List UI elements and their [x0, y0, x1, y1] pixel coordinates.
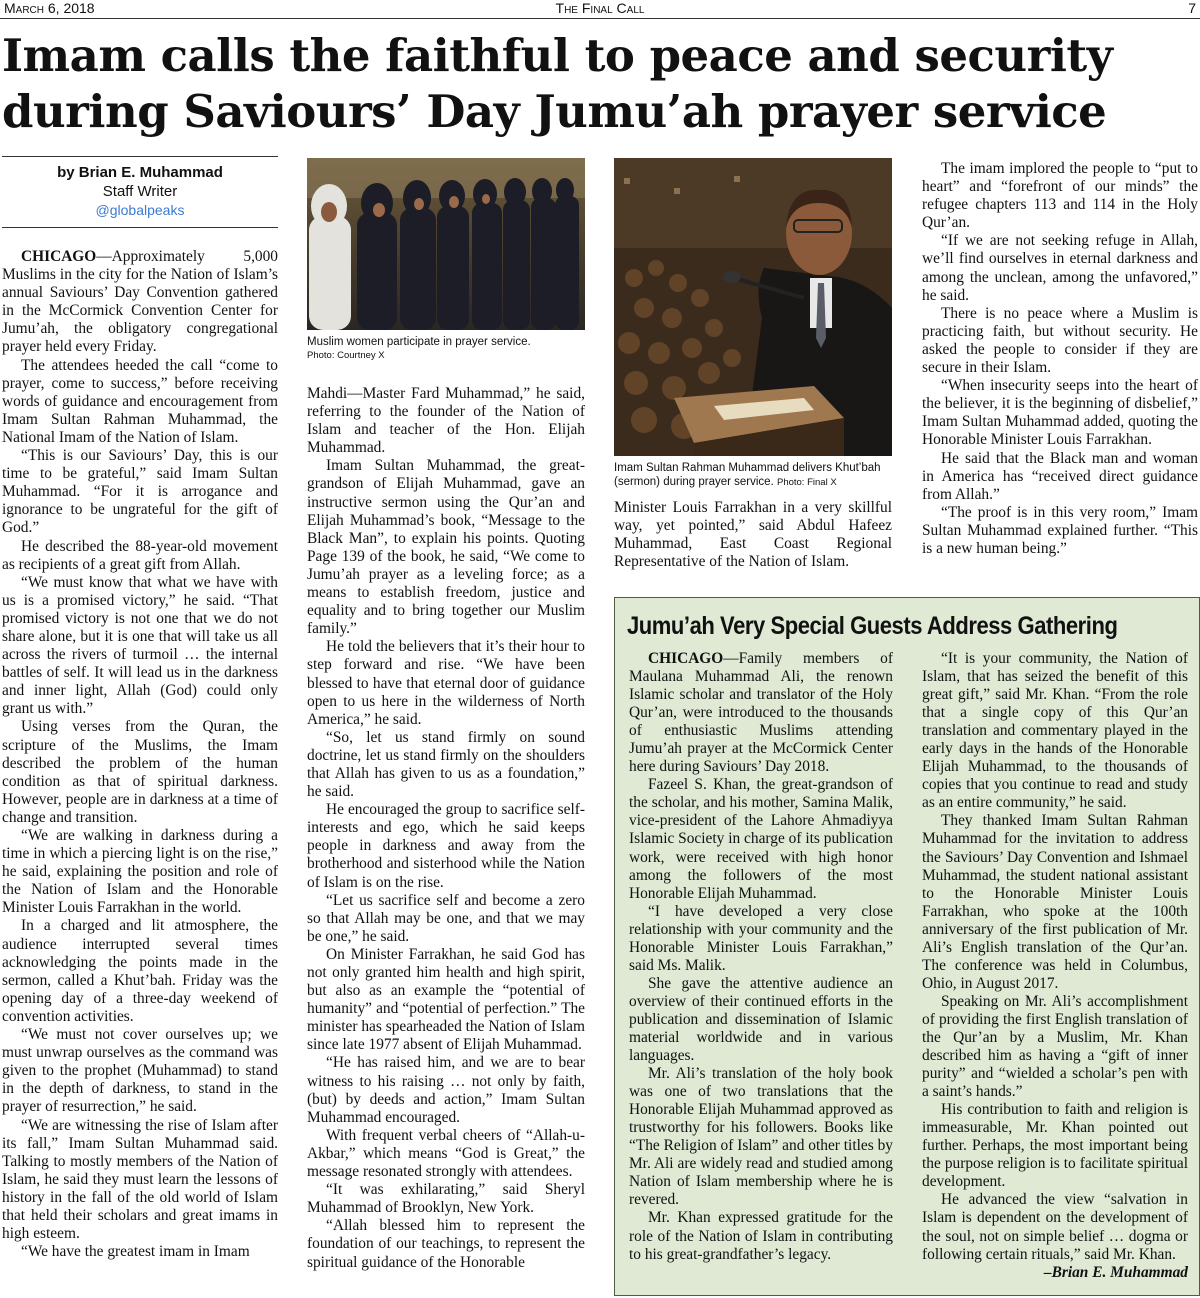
article-paragraph: “We are witnessing the rise of Islam after its fall,” Imam Sultan Muhammad said. Talking to mostly members of the Nation of Islam, he said they must learn the lessons of history in the fall of the old world of Islam that held their scholars and great imams in high esteem. — [2, 1116, 278, 1243]
imam-podium-image — [614, 158, 892, 456]
article-paragraph: “So, let us stand firmly on sound doctrine, let us stand firmly on the shoulders that Allah has given to us as a foundation,” he said. — [307, 728, 585, 801]
sidebar-signoff: –Brian E. Muhammad — [1043, 1263, 1188, 1281]
article-paragraph: “We have the greatest imam in Imam — [21, 1243, 250, 1261]
sidebar-paragraph: “It is your community, the Nation of Islam, that has seized the benefit of this great gift,” said Mr. Khan. “From the role that a single copy of this Qur’an translation and commentary played in the early days in the hands of the Honorable Elijah Muhammad, to the thousands of copies that you continue to read and study as an entire community,” he said. — [922, 650, 1188, 812]
dateline: CHICAGO — [21, 248, 97, 265]
sidebar-title: Jumu’ah Very Special Guests Address Gathering — [627, 612, 1118, 640]
article-paragraph: “It was exhilarating,” said Sheryl Muhammad of Brooklyn, New York. — [307, 1181, 585, 1217]
author-handle[interactable]: @globalpeaks — [95, 202, 185, 218]
article-paragraph: He told the believers that it’s their hour to step forward and rise. “We have been blessed to have that eternal door of guidance open to us here in the wilderness of North America,” he said. — [307, 638, 585, 728]
author-title: Staff Writer — [102, 183, 178, 200]
article-paragraph: “The proof is in this very room,” Imam Sultan Muhammad explained further. “This is a new human being.” — [922, 503, 1198, 557]
sidebar-story — [614, 597, 1200, 1296]
article-paragraph: —Approximately 5,000 Muslims in the city for the Nation of Islam’s annual Saviours’ Day Convention gathered in the McCormick Convention Center for Jumu’ah, the obligatory congregational prayer held every Friday. — [2, 248, 278, 356]
article-paragraph: “We must not cover ourselves up; we must unwrap ourselves as the command was given to the prophet (Muhammad) to stand in the depth of darkness, to stand in the prayer of resurrection,” he said. — [2, 1026, 278, 1116]
sidebar-paragraph: Fazeel S. Khan, the great-grandson of the scholar, and his mother, Samina Malik, vice-president of the Lahore Ahmadiyya Islamic Society in charge of its publication work, were received with high honor among the followers of the most Honorable Elijah Muhammad. — [629, 776, 893, 902]
article-column-2 — [307, 385, 585, 1272]
article-paragraph: “We are walking in darkness during a time in which a piercing light is on the rise,” he said, explaining the position and role of the Nation of Islam and the Honorable Minister Louis Farrakhan in the world. — [2, 827, 278, 917]
article-paragraph: “We must know that what we have with us is a promised victory,” he said. “That promised victory is not one that we do not share alone, but it is one that will take us all across the rivers of turmoil … the internal battles of self. It will lead us in the darkness and inner light, Allah (God) could only grant us with.” — [2, 573, 278, 718]
sidebar-paragraph: Mr. Ali’s translation of the holy book was one of two translations that the Honorable Elijah Muhammad approved as trustworthy for his followers. Books like “The Religion of Islam” and other titles by Mr. Ali are widely read and studied among Nation of Islam membership where he is revered. — [629, 1065, 893, 1209]
article-paragraph: The imam implored the people to “put to heart” and “forefront of our minds” the refugee chapters 113 and 114 in the Holy Qur’an. — [922, 160, 1198, 232]
article-paragraph: He described the 88-year-old movement as recipients of a great gift from Allah. — [2, 537, 278, 573]
article-paragraph: “When insecurity seeps into the heart of the believer, it is the beginning of disbelief,” Imam Sultan Muhammad added, quoting the Honorable Minister Louis Farrakhan. — [922, 377, 1198, 449]
article-paragraph: “Allah blessed him to represent the foundation of our teachings, to represent the spiritual guidance of the Honorable — [307, 1217, 585, 1271]
article-column-1 — [2, 248, 278, 1261]
headline-line-1: Imam calls the faithful to peace and security — [2, 29, 1113, 82]
article-paragraph: He encouraged the group to sacrifice self-interests and ego, which he said keeps people in darkness and away from the brotherhood and sisterhood while the Nation of Islam is on the rise. — [307, 801, 585, 891]
caption-text: Imam Sultan Rahman Muhammad delivers Khut’bah (sermon) during prayer service. — [614, 462, 881, 488]
article-paragraph: “This is our Saviours’ Day, this is our time to be grateful,” said Imam Sultan Muhammad. “For it is arrogance and ignorance to be ungrateful for the gift of God.” — [2, 447, 278, 537]
sidebar-paragraph: They thanked Imam Sultan Rahman Muhammad for the invitation to address the Saviours’ Day Convention and Ishmael Muhammad, the student national assistant to the Honorable Minister Louis Farrakhan, who spoke at the 100th anniversary of the first publication of Mr. Ali’s English translation of the Qur’an. The conference was held in Columbus, Ohio, in August 2017. — [922, 812, 1188, 992]
caption-text: Muslim women participate in prayer service. — [307, 336, 531, 348]
author-name: by Brian E. Muhammad — [57, 164, 223, 181]
article-column-4 — [922, 160, 1198, 558]
article-paragraph: With frequent verbal cheers of “Allah-u-Akbar,” which means “God is Great,” the message resonated strongly with attendees. — [307, 1126, 585, 1181]
publication-name: The Final Call — [555, 0, 645, 16]
sidebar-paragraph: —Family members of Maulana Muhammad Ali, the renown Islamic scholar and translator of the Holy Qur’an, were introduced to the thousands of enthusiastic Muslims attending Jumu’ah prayer at the McCormick Center here during Saviours’ Day 2018. — [629, 650, 893, 776]
article-paragraph: “If we are not seeking refuge in Allah, we’ll find ourselves in eternal darkness and among the unclean, among the unfavored,” he said. — [922, 232, 1198, 304]
byline — [2, 156, 278, 228]
sidebar-dateline: CHICAGO — [648, 650, 724, 667]
headline-line-2: during Saviours’ Day Jumu’ah prayer service — [2, 85, 1107, 138]
issue-date: March 6, 2018 — [4, 0, 95, 16]
article-paragraph: He said that the Black man and woman in America has “received direct guidance from Allah.” — [922, 449, 1198, 503]
article-paragraph: There is no peace where a Muslim is practicing faith, but without security. He asked the people to consider if they are secure in their Islam. — [922, 304, 1198, 377]
sidebar-paragraph: She gave the attentive audience an overview of their continued efforts in the publication and dissemination of Islamic material worldwide and in various languages. — [629, 974, 893, 1065]
women-praying-image — [307, 158, 585, 330]
page-number: 7 — [1188, 0, 1196, 16]
article-paragraph: Imam Sultan Muhammad, the great-grandson of Elijah Muhammad, gave an instructive sermon using the Qur’an and Elijah Muhammad’s book, “Message to the Black Man”, to explain his points. Quoting Page 139 of the book, he said, “We come to Jumu’ah prayer as a leveling force; as a means to establish freedom, justice and equality and to bring together our Muslim family.” — [307, 457, 585, 638]
sidebar-paragraph: Mr. Khan expressed gratitude for the role of the Nation of Islam in contributing to his great-grandfather’s legacy. — [629, 1209, 893, 1263]
headline — [2, 28, 1198, 140]
article-paragraph: The attendees heeded the call “come to prayer, come to success,” before receiving words of guidance and encouragement from Imam Sultan Rahman Muhammad, the National Imam of the Nation of Islam. — [2, 356, 278, 446]
article-paragraph: In a charged and lit atmosphere, the audience interrupted several times acknowledging the points made in the sermon, called a Khut’bah. Friday was the opening day of a three-day weekend of convention activities. — [2, 917, 278, 1025]
article-paragraph: “He has raised him, and we are to bear witness to his raising … not only by faith, (but) by deeds and action,” Imam Sultan Muhammad encouraged. — [307, 1054, 585, 1126]
sidebar-column-2 — [922, 650, 1188, 1282]
article-paragraph: Using verses from the Quran, the scripture of the Muslims, the Imam described the problem of the human condition as that of spiritual darkness. However, people are in darkness at a time of change and transition. — [2, 718, 278, 826]
sidebar-paragraph: He advanced the view “salvation in Islam is dependent on the development of the soul, not on simple belief … dogma or following certain rituals,” said Mr. Khan. — [922, 1191, 1188, 1263]
sidebar-paragraph: “I have developed a very close relationship with your community and the Honorable Minister Louis Farrakhan,” said Ms. Malik. — [629, 902, 893, 974]
sidebar-column-1 — [629, 650, 893, 1264]
photo-credit: Photo: Final X — [776, 477, 837, 488]
article-paragraph: On Minister Farrakhan, he said God has not only granted him health and high spirit, but also as an example the “potential of humanity” and “potential of perfection.” The minister has spearheaded the Nation of Islam since late 1977 absent of Elijah Muhammad. — [307, 945, 585, 1054]
article-paragraph: “Let us sacrifice self and become a zero so that Allah may be one, and that we may be one,” he said. — [307, 891, 585, 945]
imam-photo-caption — [614, 461, 892, 490]
sidebar-paragraph: His contribution to faith and religion is immeasurable, Mr. Khan pointed out further. Perhaps, the most important being the purpose religion is to facilitate spiritual development. — [922, 1101, 1188, 1191]
sidebar-paragraph: Speaking on Mr. Ali’s accomplishment of providing the first English translation of the Qur’an by a Muslim, Mr. Khan described him as having a “gift of inner purity” and “wielded a scholar’s pen with a saint’s hands.” — [922, 992, 1188, 1101]
photo-imam-podium — [614, 158, 892, 456]
page-header — [0, 0, 1200, 19]
photo-women-praying — [307, 158, 585, 330]
women-photo-caption — [307, 335, 585, 363]
photo-credit: Photo: Courtney X — [307, 350, 385, 361]
article-column-3 — [614, 499, 892, 571]
article-paragraph: Mahdi—Master Fard Muhammad,” he said, referring to the founder of the Nation of Islam and teacher of the Hon. Elijah Muhammad. — [307, 385, 585, 457]
article-paragraph: Minister Louis Farrakhan in a very skillful way, yet pointed,” said Abdul Hafeez Muhammad, East Coast Regional Representative of the Nation of Islam. — [614, 499, 892, 571]
